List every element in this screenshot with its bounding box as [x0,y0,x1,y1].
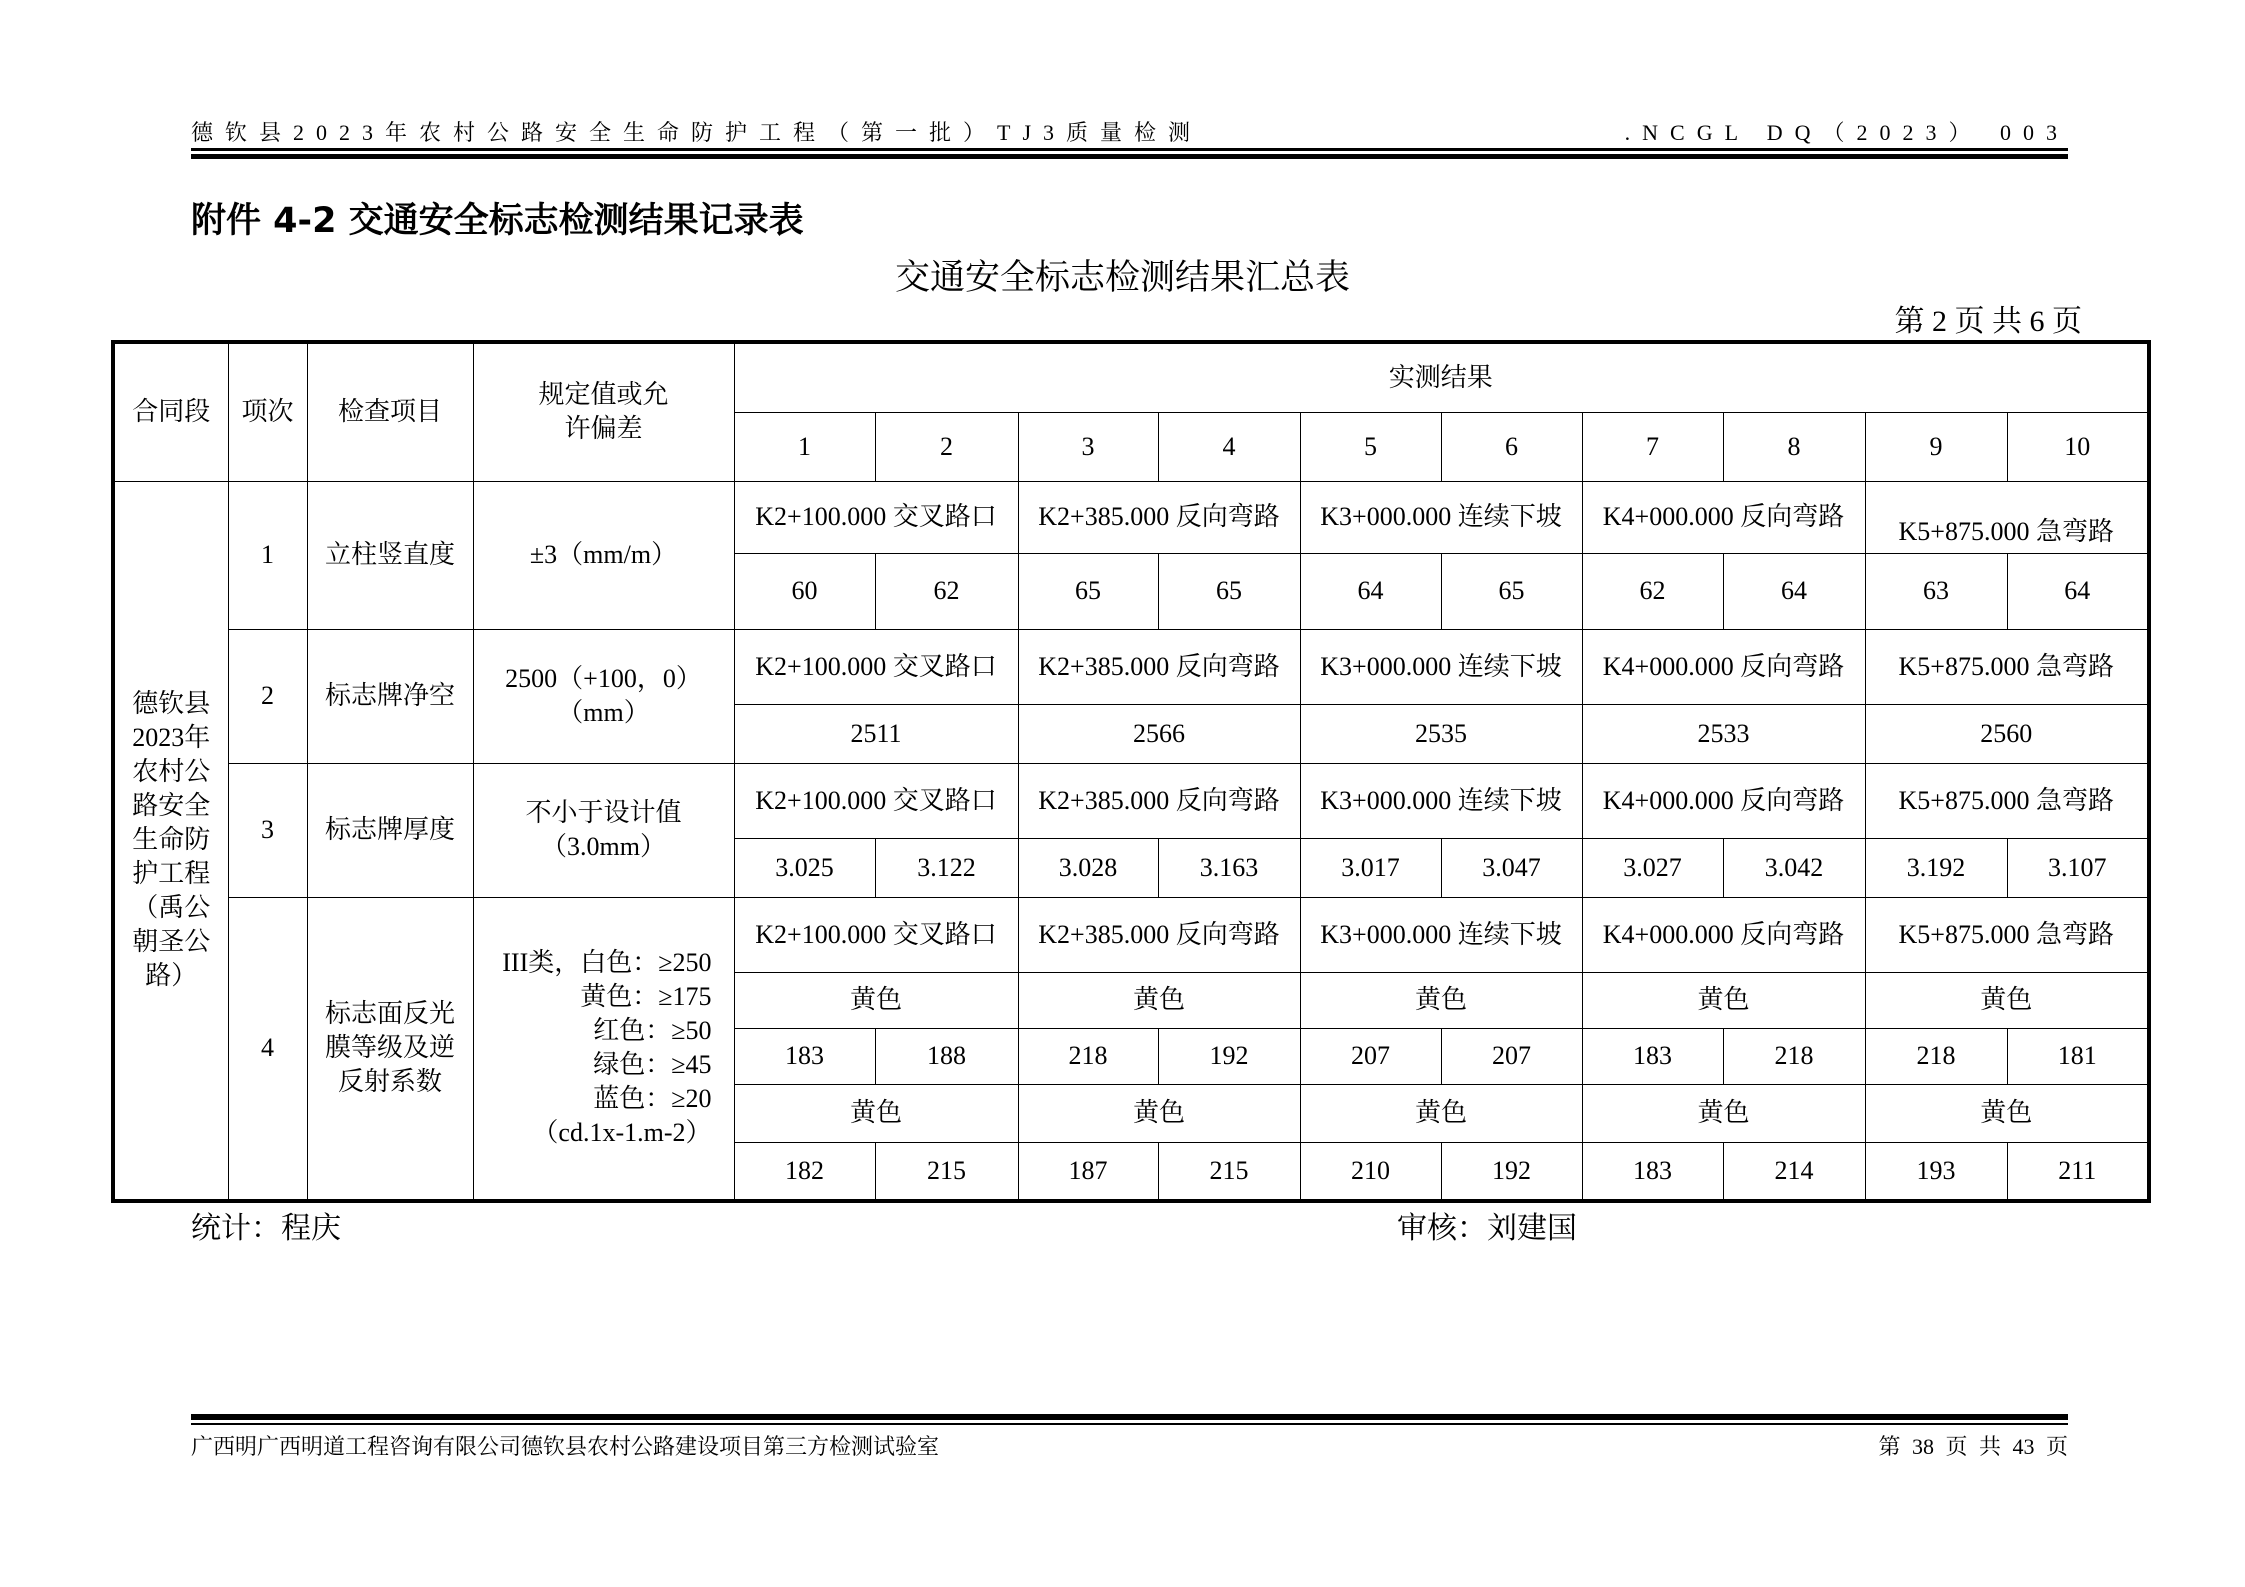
cell-value: 64 [1300,553,1441,629]
spec-line: 绿色：≥45 [593,1050,712,1080]
header-rule [191,148,2068,151]
cell-color: 黄色 [1300,972,1582,1028]
cell-location: K5+875.000 急弯路 [1865,763,2149,838]
footer-page-number: 第 38 页 共 43 页 [1878,1434,2068,1459]
header-point: 6 [1441,412,1582,481]
cell-value: 2533 [1582,704,1865,763]
header-item-no: 项次 [228,342,307,481]
cell-value: 3.122 [875,838,1018,897]
cell-location: K4+000.000 反向弯路 [1582,481,1865,553]
cell-value: 63 [1865,553,2007,629]
cell-value: 192 [1441,1142,1582,1201]
results-table [111,340,2151,1203]
header-spec: 规定值或允许偏差 [473,342,734,481]
cell-value: 64 [2007,553,2149,629]
cell-location: K2+100.000 交叉路口 [734,763,1018,838]
spec-line: （cd.1x-1.m-2） [532,1118,712,1148]
header-point: 5 [1300,412,1441,481]
cell-location: K2+385.000 反向弯路 [1018,897,1300,972]
cell-item-no: 1 [228,481,307,629]
cell-value: 207 [1300,1028,1441,1084]
header-point: 1 [734,412,875,481]
cell-value: 218 [1865,1028,2007,1084]
cell-value: 62 [1582,553,1723,629]
header-point: 3 [1018,412,1158,481]
cell-value: 3.163 [1158,838,1300,897]
cell-location: K2+100.000 交叉路口 [734,629,1018,704]
cell-location: K2+100.000 交叉路口 [734,481,1018,553]
cell-value: 3.107 [2007,838,2149,897]
cell-spec [473,897,734,1201]
cell-check-item: 标志牌厚度 [307,763,473,897]
cell-value: 65 [1158,553,1300,629]
cell-value: 3.047 [1441,838,1582,897]
table-row [113,629,2149,704]
cell-color: 黄色 [734,1084,1018,1142]
cell-location: K3+000.000 连续下坡 [1300,763,1582,838]
cell-spec: 2500（+100，0）（mm） [473,629,734,763]
spec-line: 蓝色：≥20 [593,1084,712,1114]
cell-value: 65 [1441,553,1582,629]
table-row [113,897,2149,972]
running-header-code: .NCGL DQ（2023） 003 [1624,120,2069,145]
header-point: 8 [1723,412,1865,481]
table-title: 交通安全标志检测结果汇总表 [894,258,1350,298]
cell-spec: ±3（mm/m） [473,481,734,629]
cell-value: 64 [1723,553,1865,629]
footer-rule [191,1423,2068,1425]
cell-value: 183 [734,1028,875,1084]
cell-item-no: 4 [228,897,307,1201]
footer-rule-thick [191,1414,2068,1420]
header-point: 10 [2007,412,2149,481]
cell-color: 黄色 [1582,1084,1865,1142]
footer-organization: 广西明广西明道工程咨询有限公司德钦县农村公路建设项目第三方检测试验室 [191,1434,940,1459]
statistician: 统计：程庆 [191,1211,341,1246]
cell-location: K3+000.000 连续下坡 [1300,897,1582,972]
spec-line: 红色：≥50 [593,1016,712,1046]
cell-value: 2511 [734,704,1018,763]
cell-color: 黄色 [1865,972,2149,1028]
cell-value: 183 [1582,1028,1723,1084]
cell-value: 3.025 [734,838,875,897]
table-page-indicator: 第 2 页 共 6 页 [1894,305,2082,338]
cell-value: 211 [2007,1142,2149,1201]
cell-value: 2560 [1865,704,2149,763]
header-point: 2 [875,412,1018,481]
spec-line: III类，白色：≥250 [502,948,712,978]
cell-location: K3+000.000 连续下坡 [1300,629,1582,704]
cell-value: 60 [734,553,875,629]
cell-value: 3.027 [1582,838,1723,897]
cell-value: 218 [1723,1028,1865,1084]
cell-check-item: 立柱竖直度 [307,481,473,629]
header-section: 合同段 [113,342,228,481]
cell-location: K4+000.000 反向弯路 [1582,897,1865,972]
cell-color: 黄色 [1300,1084,1582,1142]
cell-color: 黄色 [1018,972,1300,1028]
cell-value: 214 [1723,1142,1865,1201]
cell-spec: 不小于设计值（3.0mm） [473,763,734,897]
cell-value: 218 [1018,1028,1158,1084]
table-row [113,481,2149,553]
table-row [113,763,2149,838]
header-point: 7 [1582,412,1723,481]
cell-value: 192 [1158,1028,1300,1084]
cell-location: K5+875.000 急弯路 [1865,629,2149,704]
cell-value: 215 [875,1142,1018,1201]
cell-value: 207 [1441,1028,1582,1084]
cell-value: 65 [1018,553,1158,629]
cell-value: 210 [1300,1142,1441,1201]
running-header-title: 德钦县2023年农村公路安全生命防护工程（第一批）TJ3质量检测 [191,120,1203,145]
cell-check-item: 标志面反光膜等级及逆反射系数 [307,897,473,1201]
cell-value: 181 [2007,1028,2149,1084]
header-check-item: 检查项目 [307,342,473,481]
header-point: 9 [1865,412,2007,481]
annex-title: 附件 4-2 交通安全标志检测结果记录表 [191,201,804,241]
header-results: 实测结果 [734,342,2149,412]
spec-line: 黄色：≥175 [580,982,712,1012]
cell-value: 215 [1158,1142,1300,1201]
cell-location: K5+875.000 急弯路 [1865,897,2149,972]
cell-color: 黄色 [1582,972,1865,1028]
cell-item-no: 3 [228,763,307,897]
cell-value: 188 [875,1028,1018,1084]
cell-location: K2+385.000 反向弯路 [1018,481,1300,553]
cell-value: 3.042 [1723,838,1865,897]
cell-value: 2535 [1300,704,1582,763]
cell-color: 黄色 [1865,1084,2149,1142]
cell-value: 187 [1018,1142,1158,1201]
cell-check-item: 标志牌净空 [307,629,473,763]
cell-value: 3.028 [1018,838,1158,897]
cell-value: 183 [1582,1142,1723,1201]
reviewer: 审核：刘建国 [1397,1211,1577,1246]
cell-value: 182 [734,1142,875,1201]
cell-value: 3.192 [1865,838,2007,897]
cell-value: 193 [1865,1142,2007,1201]
cell-color: 黄色 [1018,1084,1300,1142]
cell-color: 黄色 [734,972,1018,1028]
table-row [113,342,2149,412]
cell-item-no: 2 [228,629,307,763]
cell-location: K4+000.000 反向弯路 [1582,629,1865,704]
cell-location: K2+385.000 反向弯路 [1018,763,1300,838]
cell-location: K2+385.000 反向弯路 [1018,629,1300,704]
cell-location: K2+100.000 交叉路口 [734,897,1018,972]
cell-value: 2566 [1018,704,1300,763]
cell-location: K5+875.000 急弯路 [1865,481,2149,553]
cell-location: K4+000.000 反向弯路 [1582,763,1865,838]
cell-value: 3.017 [1300,838,1441,897]
header-rule-thick [191,154,2068,159]
cell-location: K3+000.000 连续下坡 [1300,481,1582,553]
cell-section: 德钦县2023年农村公路安全生命防护工程（禹公朝圣公路） [113,481,228,1201]
header-point: 4 [1158,412,1300,481]
cell-value: 62 [875,553,1018,629]
